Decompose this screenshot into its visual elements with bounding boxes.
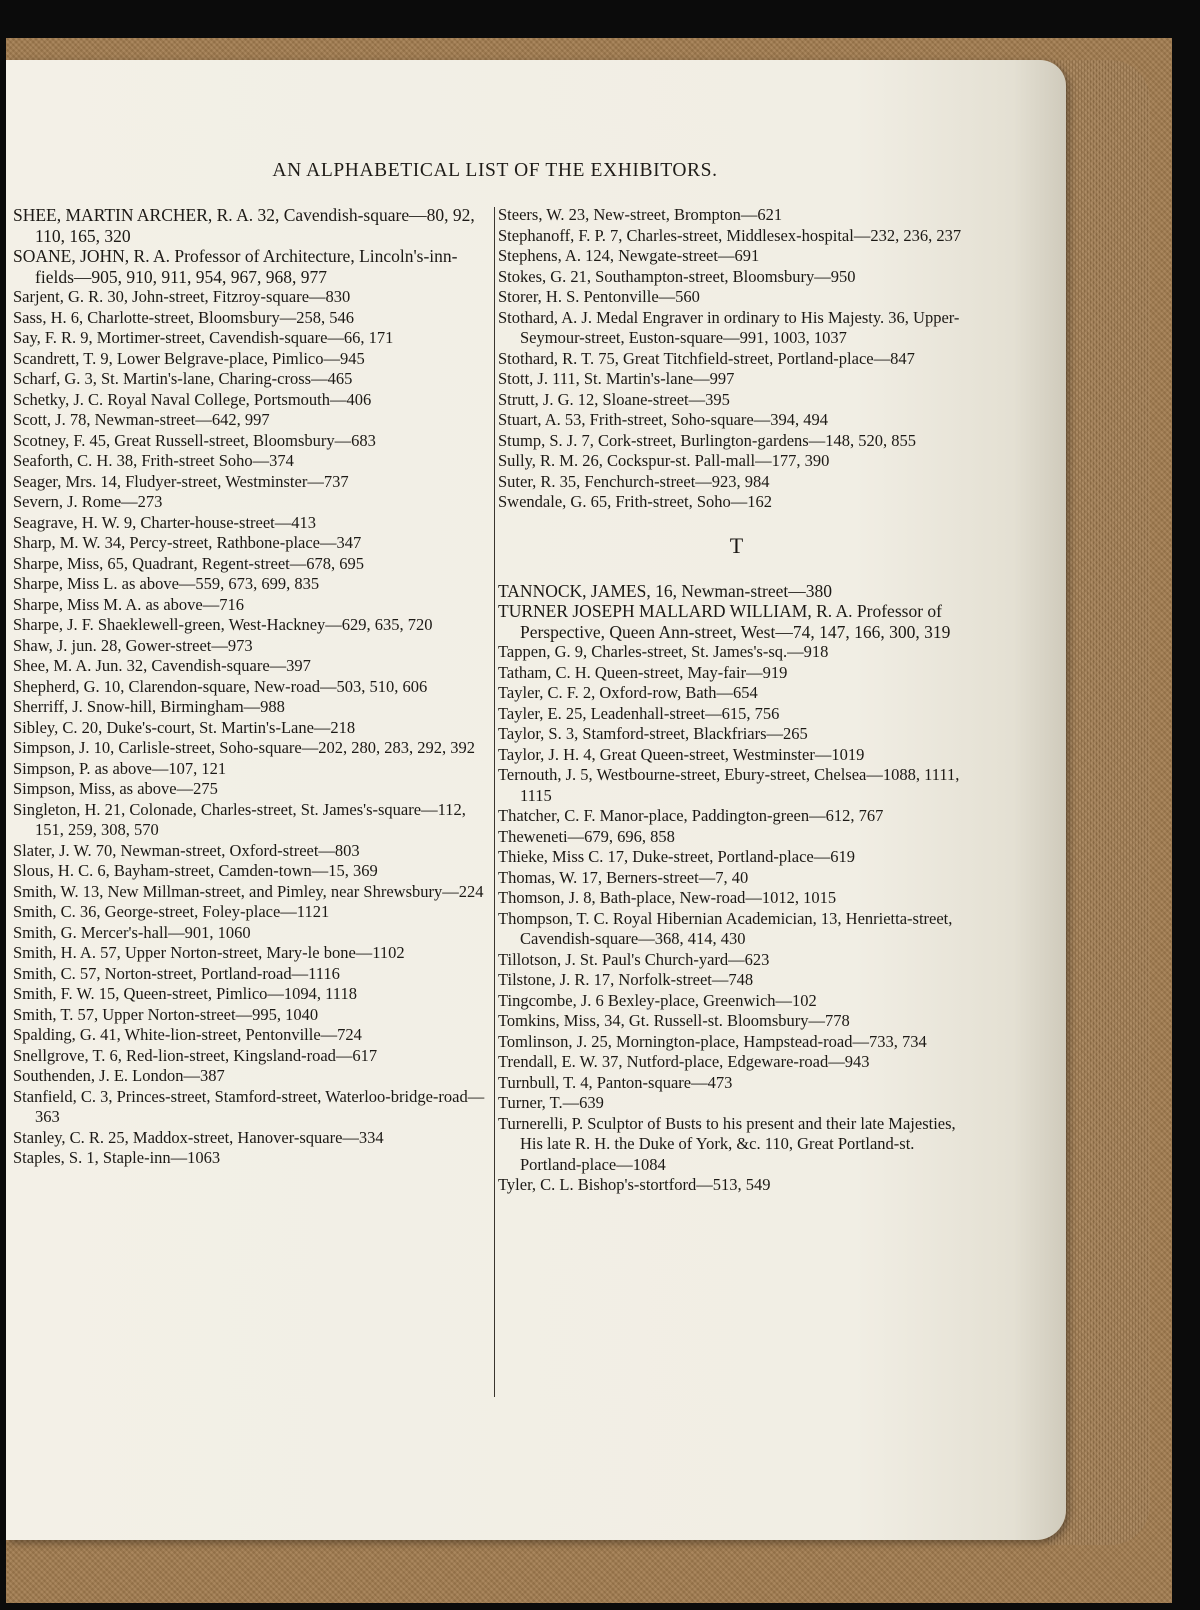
exhibitor-entry: Stothard, R. T. 75, Great Titchfield-street, Portland-place—847 [498, 348, 915, 368]
exhibitor-entry: Stanley, C. R. 25, Maddox-street, Hanover-square—334 [13, 1127, 384, 1147]
exhibitor-entry: Turnerelli, P. Sculptor of Busts to his present and their late Majesties, His late R. H. the Duke of York, &c. 110, Great Portland-st. Portland-place—1084 [498, 1113, 956, 1174]
exhibitor-entry: TANNOCK, JAMES, 16, Newman-street—380 [498, 580, 832, 601]
exhibitor-entry: Slous, H. C. 6, Bayham-street, Camden-town—15, 369 [13, 861, 378, 880]
exhibitor-entry: Simpson, J. 10, Carlisle-street, Soho-square—202, 280, 283, 292, 392 [13, 738, 475, 757]
exhibitor-entry: Thatcher, C. F. Manor-place, Paddington-green—612, 767 [498, 806, 884, 825]
exhibitor-entry: Seaforth, C. H. 38, Frith-street Soho—374 [13, 451, 294, 470]
exhibitor-entry: Stephens, A. 124, Newgate-street—691 [498, 246, 760, 265]
page-heading: AN ALPHABETICAL LIST OF THE EXHIBITORS. [272, 160, 718, 181]
exhibitor-entry: Stokes, G. 21, Southampton-street, Bloomsbury—950 [498, 266, 856, 286]
exhibitor-entry: Sherriff, J. Snow-hill, Birmingham—988 [13, 697, 285, 716]
exhibitor-entry: Strutt, J. G. 12, Sloane-street—395 [498, 389, 730, 409]
exhibitor-entry: Tomkins, Miss, 34, Gt. Russell-st. Bloomsbury—778 [498, 1011, 850, 1030]
exhibitor-entry: Spalding, G. 41, White-lion-street, Pentonville—724 [13, 1025, 362, 1044]
exhibitor-entry: Severn, J. Rome—273 [13, 492, 163, 511]
exhibitor-entry: Sharp, M. W. 34, Percy-street, Rathbone-place—347 [13, 533, 362, 552]
exhibitor-entry: Simpson, P. as above—107, 121 [13, 758, 227, 778]
exhibitor-entry: Thompson, T. C. Royal Hibernian Academician, 13, Henrietta-street, Cavendish-square—368, 414, 430 [498, 908, 953, 948]
exhibitor-entry: Tillotson, J. St. Paul's Church-yard—623 [498, 949, 770, 969]
exhibitor-entry: Sharpe, Miss, 65, Quadrant, Regent-street—678, 695 [13, 553, 365, 573]
exhibitor-entry: Sibley, C. 20, Duke's-court, St. Martin's-Lane—218 [13, 717, 356, 737]
exhibitor-entry: Snellgrove, T. 6, Red-lion-street, Kingsland-road—617 [13, 1045, 378, 1065]
exhibitor-entry: Seagrave, H. W. 9, Charter-house-street—413 [13, 512, 317, 532]
exhibitor-entry: Stanfield, C. 3, Princes-street, Stamford-street, Waterloo-bridge-road—363 [13, 1086, 485, 1126]
exhibitor-entry: Scandrett, T. 9, Lower Belgrave-place, Pimlico—945 [13, 348, 365, 368]
exhibitor-entry: Stott, J. 111, St. Martin's-lane—997 [498, 369, 735, 388]
exhibitor-entry: Schetky, J. C. Royal Naval College, Portsmouth—406 [13, 389, 372, 409]
exhibitor-entry: Singleton, H. 21, Colonade, Charles-street, St. James's-square—112, 151, 259, 308, 570 [13, 799, 466, 839]
exhibitor-entry: Staples, S. 1, Staple-inn—1063 [13, 1148, 221, 1167]
exhibitor-entry: Thomson, J. 8, Bath-place, New-road—1012, 1015 [498, 888, 837, 907]
exhibitor-entry: Suter, R. 35, Fenchurch-street—923, 984 [498, 471, 770, 491]
exhibitor-entry: Stump, S. J. 7, Cork-street, Burlington-gardens—148, 520, 855 [498, 430, 916, 450]
exhibitor-entry: Trendall, E. W. 37, Nutford-place, Edgeware-road—943 [498, 1052, 870, 1071]
exhibitor-entry: Tyler, C. L. Bishop's-stortford—513, 549 [498, 1175, 771, 1194]
exhibitor-entry: Stothard, A. J. Medal Engraver in ordinary to His Majesty. 36, Upper-Seymour-street, Euston-square—991, 1003, 1037 [498, 307, 960, 347]
t-entries [498, 581, 976, 1196]
exhibitor-entry: Taylor, S. 3, Stamford-street, Blackfriars—265 [498, 724, 808, 743]
exhibitor-entry: Taylor, J. H. 4, Great Queen-street, Westminster—1019 [498, 744, 865, 764]
exhibitor-entry: Smith, W. 13, New Millman-street, and Pimley, near Shrewsbury—224 [13, 881, 484, 901]
column-divider [494, 207, 495, 1397]
exhibitor-entry: Thomas, W. 17, Berners-street—7, 40 [498, 867, 749, 887]
exhibitor-entry: Smith, T. 57, Upper Norton-street—995, 1040 [13, 1004, 319, 1024]
exhibitor-entry: Shee, M. A. Jun. 32, Cavendish-square—397 [13, 656, 311, 675]
exhibitor-entry: Swendale, G. 65, Frith-street, Soho—162 [498, 492, 773, 511]
exhibitor-entry: Tayler, E. 25, Leadenhall-street—615, 756 [498, 703, 780, 723]
exhibitor-entry: Shaw, J. jun. 28, Gower-street—973 [13, 635, 253, 655]
exhibitor-entry: Smith, H. A. 57, Upper Norton-street, Mary-le bone—1102 [13, 943, 405, 962]
exhibitor-entry: TURNER JOSEPH MALLARD WILLIAM, R. A. Professor of Perspective, Queen Ann-street, West—74, 147, 166, 300, 319 [498, 601, 951, 642]
exhibitor-entry: Tomlinson, J. 25, Mornington-place, Hampstead-road—733, 734 [498, 1031, 927, 1051]
exhibitor-entry: Sharpe, J. F. Shaeklewell-green, West-Hackney—629, 635, 720 [13, 615, 433, 634]
exhibitor-entry: Storer, H. S. Pentonville—560 [498, 287, 700, 306]
exhibitor-entry: Scotney, F. 45, Great Russell-street, Bloomsbury—683 [13, 430, 376, 450]
exhibitor-entry: Seager, Mrs. 14, Fludyer-street, Westminster—737 [13, 471, 349, 491]
exhibitor-entry: SOANE, JOHN, R. A. Professor of Architecture, Lincoln's-inn-fields—905, 910, 911, 954, 967, 968, 977 [13, 246, 458, 287]
exhibitor-entry: Say, F. R. 9, Mortimer-street, Cavendish-square—66, 171 [13, 328, 394, 347]
exhibitor-entry: Turnbull, T. 4, Panton-square—473 [498, 1072, 733, 1092]
exhibitor-entry: Sass, H. 6, Charlotte-street, Bloomsbury—258, 546 [13, 307, 354, 327]
exhibitor-entry: Sully, R. M. 26, Cockspur-st. Pall-mall—177, 390 [498, 451, 830, 470]
exhibitor-entry: Tappen, G. 9, Charles-street, St. James's-sq.—918 [498, 642, 829, 661]
exhibitor-entry: Smith, C. 36, George-street, Foley-place—1121 [13, 902, 330, 921]
section-letter: T [729, 532, 745, 558]
right-column [498, 205, 976, 1196]
left-column [13, 205, 491, 1169]
exhibitor-entry: Stuart, A. 53, Frith-street, Soho-square—394, 494 [498, 410, 828, 429]
exhibitor-entry: Slater, J. W. 70, Newman-street, Oxford-street—803 [13, 840, 360, 860]
exhibitor-entry: Ternouth, J. 5, Westbourne-street, Ebury-street, Chelsea—1088, 1111, 1115 [498, 765, 960, 805]
exhibitor-entry: Shepherd, G. 10, Clarendon-square, New-road—503, 510, 606 [13, 676, 428, 696]
exhibitor-entry: Scott, J. 78, Newman-street—642, 997 [13, 410, 270, 429]
exhibitor-entry: Smith, F. W. 15, Queen-street, Pimlico—1094, 1118 [13, 984, 357, 1003]
exhibitor-entry: Tilstone, J. R. 17, Norfolk-street—748 [498, 970, 754, 989]
exhibitor-entry: Smith, C. 57, Norton-street, Portland-road—1116 [13, 963, 340, 983]
exhibitor-entry: Scharf, G. 3, St. Martin's-lane, Charing-cross—465 [13, 369, 353, 388]
exhibitor-entry: SHEE, MARTIN ARCHER, R. A. 32, Cavendish-square—80, 92, 110, 165, 320 [13, 205, 475, 246]
exhibitor-entry: Stephanoff, F. P. 7, Charles-street, Middlesex-hospital—232, 236, 237 [498, 225, 962, 245]
exhibitor-entry: Smith, G. Mercer's-hall—901, 1060 [13, 922, 251, 942]
exhibitor-entry: Steers, W. 23, New-street, Brompton—621 [498, 205, 783, 224]
s-entries [498, 205, 976, 513]
exhibitor-entry: Sharpe, Miss L. as above—559, 673, 699, 835 [13, 574, 320, 593]
exhibitor-entry: Thieke, Miss C. 17, Duke-street, Portland-place—619 [498, 847, 855, 866]
exhibitor-entry: Tingcombe, J. 6 Bexley-place, Greenwich—102 [498, 990, 817, 1010]
exhibitor-entry: Simpson, Miss, as above—275 [13, 779, 218, 798]
exhibitor-entry: Tatham, C. H. Queen-street, May-fair—919 [498, 662, 788, 682]
exhibitor-entry: Sharpe, Miss M. A. as above—716 [13, 594, 244, 614]
exhibitor-entry: Turner, T.—639 [498, 1093, 604, 1112]
exhibitor-entry: Tayler, C. F. 2, Oxford-row, Bath—654 [498, 683, 758, 702]
exhibitor-entry: Southenden, J. E. London—387 [13, 1066, 225, 1085]
exhibitor-entry: Theweneti—679, 696, 858 [498, 826, 675, 846]
exhibitor-entry: Sarjent, G. R. 30, John-street, Fitzroy-square—830 [13, 287, 351, 306]
